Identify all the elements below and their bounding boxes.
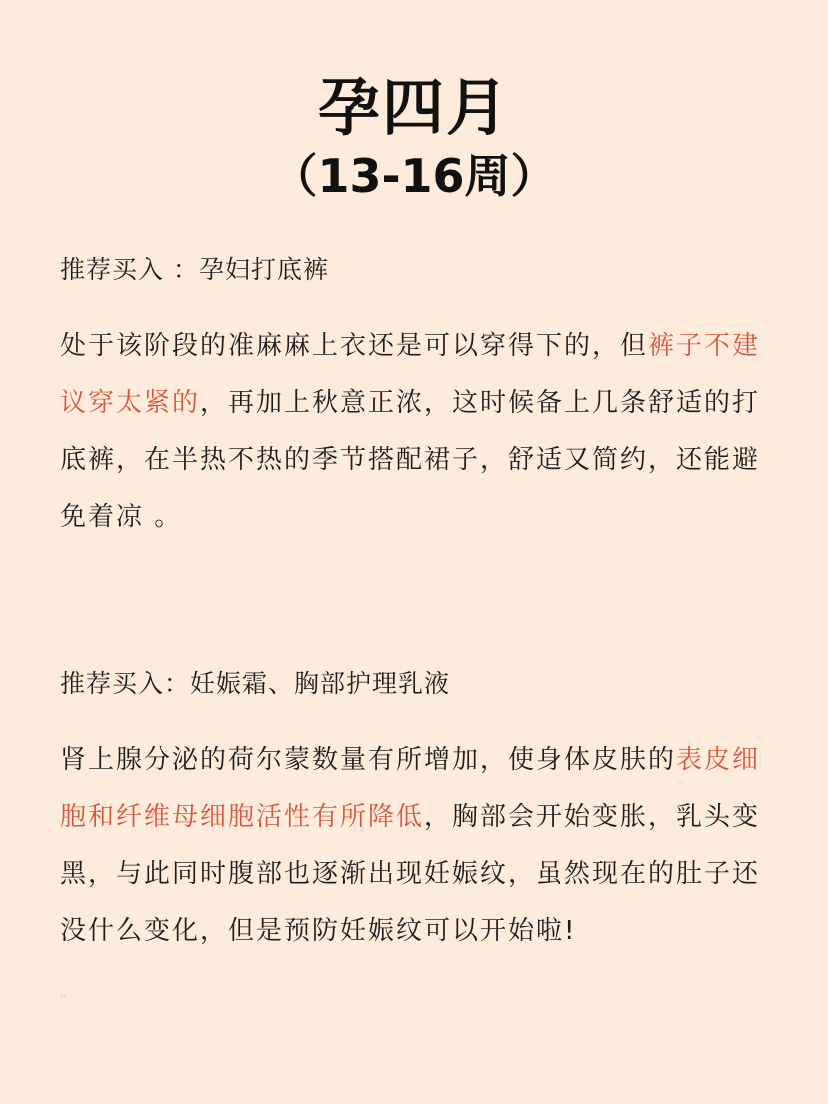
page-subtitle: （13-16周） [271,149,557,203]
section-leggings [60,250,770,546]
body-text: 处于该阶段的准麻麻上衣还是可以穿得下的，但 [60,331,649,361]
highlight-text: 裤子不建议穿太紧的 [60,331,761,418]
body-text: 肾上腺分泌的荷尔蒙数量有所增加，使身体皮肤的 [60,745,677,775]
section-heading: 推荐买入 ：孕妇打底裤 [60,255,329,284]
section-body [60,732,770,960]
body-text: ，胸部会开始变胀，乳头变黑，与此同时腹部也逐渐出现妊娠纹，虽然现在的肚子还没什么变化，但是预防妊娠纹可以开始啦! [60,802,761,946]
section-heading: 推荐买入：妊娠霜、胸部护理乳液 [60,669,451,698]
highlight-text: 表皮细胞和纤维母细胞活性有所降低 [60,745,761,832]
body-text: ，再加上秋意正浓，这时候备上几条舒适的打底裤，在半热不热的季节搭配裙子，舒适又简约，还能避免着凉 。 [60,388,761,532]
footer-mark: ·· [60,992,67,1003]
section-stretch-cream [60,664,770,960]
page-title: 孕四月 [317,71,510,144]
section-body [60,318,770,546]
